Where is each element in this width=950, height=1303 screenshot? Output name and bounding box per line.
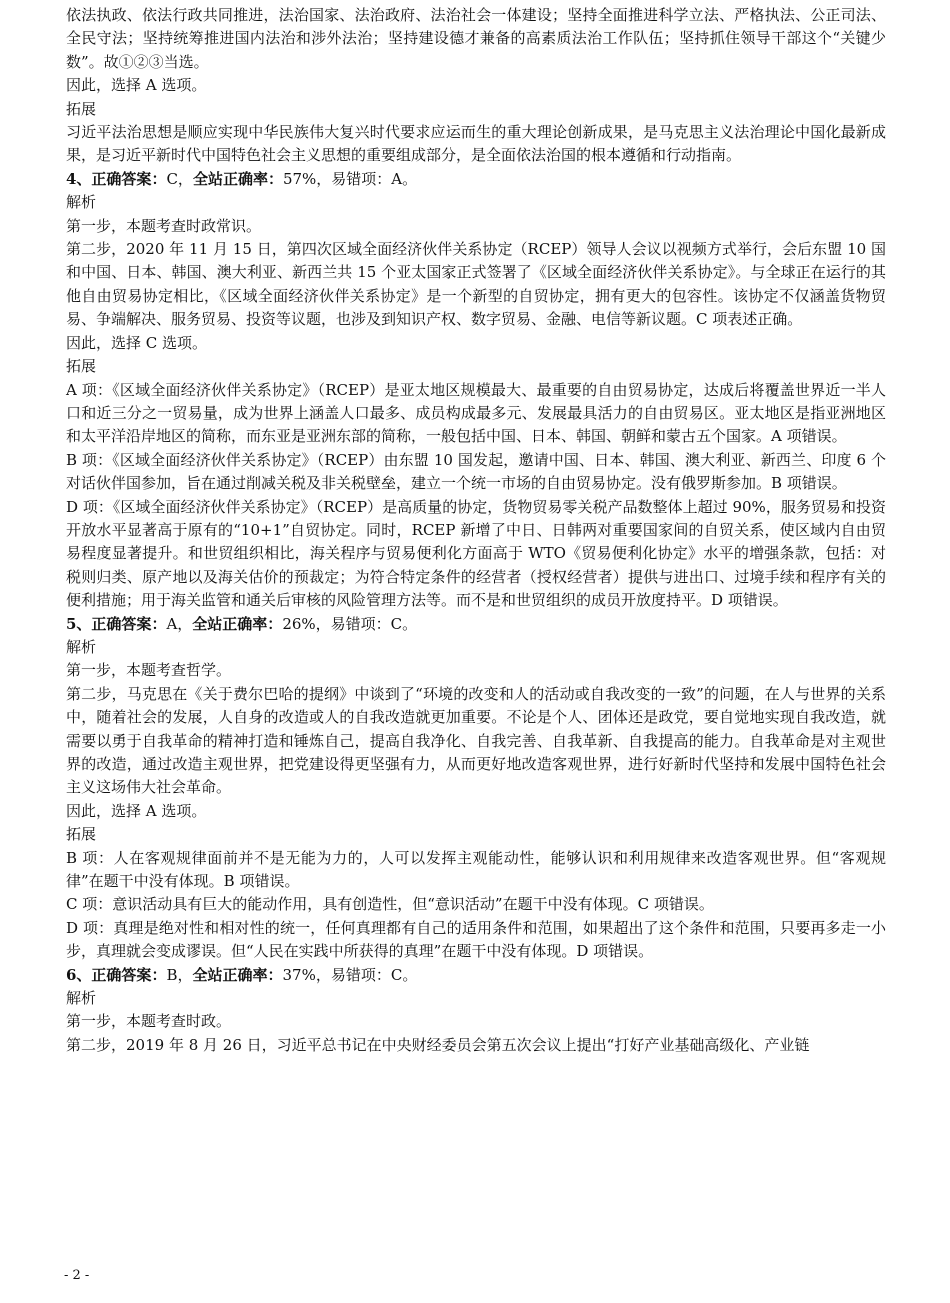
document-body (66, 4, 886, 1057)
paragraph: 第一步，本题考查哲学。 (66, 661, 232, 680)
paragraph: 第一步，本题考查时政常识。 (66, 216, 262, 235)
paragraph: 因此，选择 A 选项。 (66, 76, 207, 95)
paragraph: 依法执政、依法行政共同推进，法治国家、法治政府、法治社会一体建设；坚持全面推进科学立法、严格执法、公正司法、全民守法；坚持统筹推进国内法治和涉外法治；坚持建设德才兼备的高素质法治工作队伍；坚持抓住领导干部这个“关键少数”。故①②③当选。 (66, 6, 886, 71)
paragraph: 因此，选择 A 选项。 (66, 801, 207, 820)
paragraph: C 项：意识活动具有巨大的能动作用，具有创造性，但“意识活动”在题干中没有体现。C 项错误。 (66, 895, 714, 914)
paragraph: 因此，选择 C 选项。 (66, 333, 208, 352)
answer-label: 4、正确答案： (66, 169, 167, 188)
paragraph: D 项：《区域全面经济伙伴关系协定》（RCEP）是高质量的协定，货物贸易零关税产品数整体上超过 90%，服务贸易和投资开放水平显著高于原有的“10+1”自贸协定。同时，RCEP 新增了中日、日韩两对重要国家间的自贸关系，使区域内自由贸易程度显著提升。和世贸组织相比，海关程序与贸易便利化方面高于 WTO《贸易便利化协定》水平的增强条款，包括：对税则归类、原产地以及海关估价的预裁定；为符合特定条件的经营者（授权经营者）提供与进出口、过境手续和程序有关的便利措施；用于海关监管和通关后审核的风险管理方法等。而不是和世贸组织的成员开放度持平。D 项错误。 (66, 497, 886, 610)
accuracy-value: 26%，易错项：C。 (282, 614, 418, 633)
answer-label: 5、正确答案： (66, 614, 167, 633)
answer-value: C， (166, 169, 193, 188)
paragraph: 第二步，2019 年 8 月 26 日，习近平总书记在中央财经委员会第五次会议上提出“打好产业基础高级化、产业链 (66, 1035, 810, 1054)
answer-line (66, 964, 886, 987)
answer-line (66, 613, 886, 636)
paragraph: B 项：《区域全面经济伙伴关系协定》（RCEP）由东盟 10 国发起，邀请中国、日本、韩国、澳大利亚、新西兰、印度 6 个对话伙伴国参加，旨在通过削减关税及非关税壁垒，建立一个统一市场的自由贸易协定。没有俄罗斯参加。B 项错误。 (66, 450, 886, 493)
paragraph: 拓展 (66, 357, 97, 376)
answer-value: A， (166, 614, 193, 633)
paragraph: 拓展 (66, 99, 97, 118)
paragraph: 解析 (66, 989, 97, 1008)
paragraph: 习近平法治思想是顺应实现中华民族伟大复兴时代要求应运而生的重大理论创新成果，是马克思主义法治理论中国化最新成果，是习近平新时代中国特色社会主义思想的重要组成部分，是全面依法治国的根本遵循和行动指南。 (66, 123, 886, 165)
accuracy-label: 全站正确率： (192, 169, 283, 188)
paragraph: 解析 (66, 193, 97, 212)
paragraph: A 项：《区域全面经济伙伴关系协定》（RCEP）是亚太地区规模最大、最重要的自由贸易协定，达成后将覆盖世界近一半人口和近三分之一贸易量，成为世界上涵盖人口最多、成员构成最多元、发展最具活力的自由贸易区。亚太地区是指亚洲地区和太平洋沿岸地区的简称，而东亚是亚洲东部的简称，一般包括中国、日本、韩国、朝鲜和蒙古五个国家。A 项错误。 (66, 380, 886, 446)
accuracy-value: 57%，易错项：A。 (282, 169, 418, 188)
answer-line (66, 168, 886, 191)
paragraph: 第二步，2020 年 11 月 15 日，第四次区域全面经济伙伴关系协定（RCEP）领导人会议以视频方式举行，会后东盟 10 国和中国、日本、韩国、澳大利亚、新西兰共 15 个亚太国家正式签署了《区域全面经济伙伴关系协定》。与全球正在运行的其他自由贸易协定相比，《区域全面经济伙伴关系协定》是一个新型的自贸协定，拥有更大的包容性。该协定不仅涵盖货物贸易、争端解决、服务贸易、投资等议题，也涉及到知识产权、数字贸易、金融、电信等新议题。C 项表述正确。 (66, 240, 886, 329)
paragraph: 第一步，本题考查时政。 (66, 1012, 232, 1031)
paragraph: B 项：人在客观规律面前并不是无能为力的，人可以发挥主观能动性，能够认识和利用规律来改造客观世界。但“客观规律”在题干中没有体现。B 项错误。 (66, 848, 886, 891)
paragraph: D 项：真理是绝对性和相对性的统一，任何真理都有自己的适用条件和范围，如果超出了这个条件和范围，只要再多走一小步，真理就会变成谬误。但“人民在实践中所获得的真理”在题干中没有体现。D 项错误。 (66, 918, 886, 961)
page-number: - 2 - (64, 1268, 90, 1283)
paragraph: 解析 (66, 637, 97, 656)
accuracy-value: 37%，易错项：C。 (282, 965, 418, 984)
answer-value: B， (166, 965, 193, 984)
paragraph: 第二步，马克思在《关于费尔巴哈的提纲》中谈到了“环境的改变和人的活动或自我改变的一致”的问题，在人与世界的关系中，随着社会的发展，人自身的改造或人的自我改造就更加重要。不论是个人、团体还是政党，要自觉地实现自我改造，就需要以勇于自我革命的精神打造和锤炼自己，提高自我净化、自我完善、自我革新、自我提高的能力。自我革命是对主观世界的改造，通过改造主观世界，把党建设得更坚强有力，从而更好地改造客观世界，进行好新时代坚持和发展中国特色社会主义这场伟大社会革命。 (66, 684, 886, 797)
answer-label: 6、正确答案： (66, 965, 167, 984)
paragraph: 拓展 (66, 825, 97, 844)
accuracy-label: 全站正确率： (192, 614, 283, 633)
accuracy-label: 全站正确率： (192, 965, 283, 984)
